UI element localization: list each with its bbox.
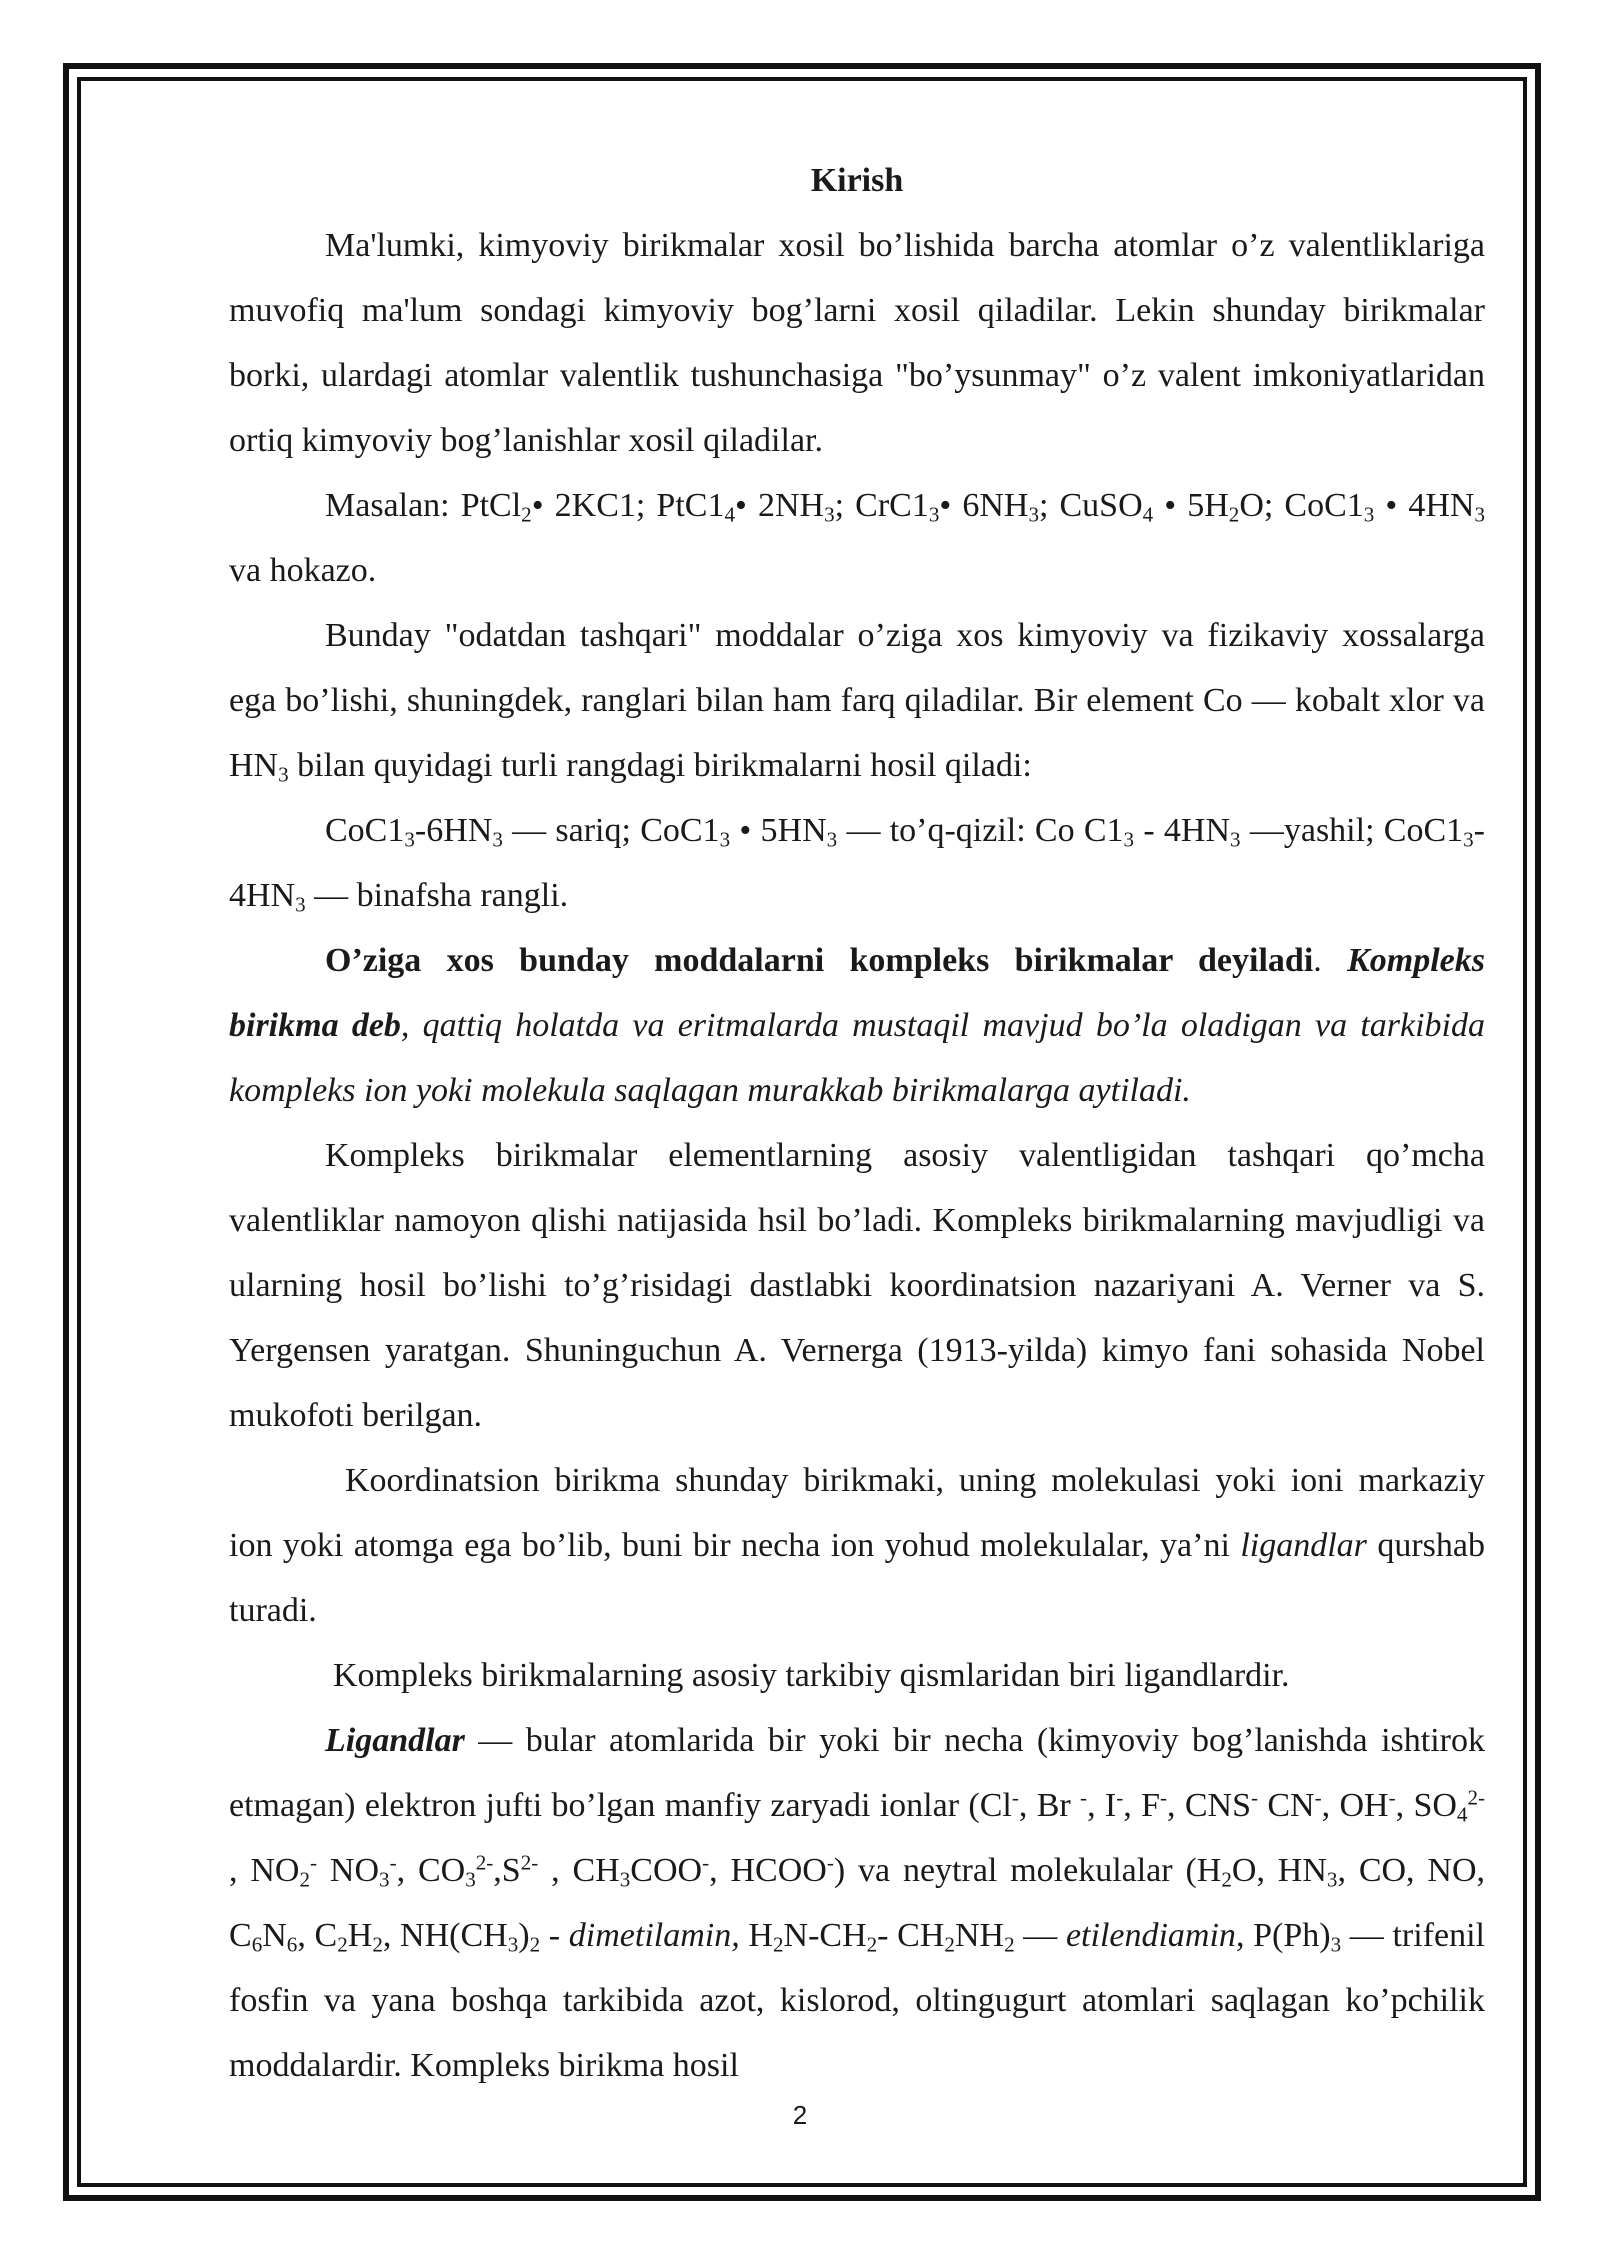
subscript: 3 (465, 1867, 476, 1892)
subscript: 3 (928, 502, 940, 527)
bold-italic-text: Ligandlar (325, 1722, 465, 1759)
document-body (229, 148, 1485, 2098)
subscript: 3 (507, 1932, 519, 1957)
subscript: 4 (1456, 1802, 1468, 1827)
text-run: Bunday "odatdan tashqari" moddalar o’ziga xos kimyoviy va fizikaviy xossalarga ega bo’lishi, shuningdek, ranglari bilan ham farq qiladilar. Bir element Co — kobalt xlor va HN (229, 617, 1485, 784)
subscript: 3 (1326, 1867, 1338, 1892)
subscript: 3 (1123, 827, 1135, 852)
text-run: , OH (1321, 1787, 1389, 1824)
text-run: — bular atomlarida bir yoki bir necha (kimyoviy bog’lanishda ishtirok etmagan) elektron jufti bo’lgan manfiy zaryadi ionlar (Cl (229, 1722, 1485, 1824)
paragraph-cobalt-colors (229, 798, 1485, 928)
subscript: 3 (492, 827, 503, 852)
italic-text: , qattiq holatda va eritmalarda mustaqil mavjud bo’la oladigan va tarkibida kompleks ion yoki molekula saqlagan murakkab birikmalarga aytiladi. (229, 1007, 1485, 1109)
text-run: , HCOO (709, 1852, 827, 1889)
paragraph-definition (229, 928, 1485, 1123)
superscript: - (1160, 1785, 1168, 1810)
superscript: - (1011, 1785, 1019, 1810)
subscript: 3 (824, 502, 835, 527)
text-run: ) (518, 1917, 530, 1954)
text-run: Masalan: PtCl (325, 487, 522, 524)
superscript: 2- (1467, 1785, 1486, 1810)
text-run: , F (1123, 1787, 1160, 1824)
bold-italic-text: Kompleks birikma deb (229, 942, 1485, 1044)
text-run: • 5HN (730, 812, 827, 849)
superscript: - (1314, 1785, 1322, 1810)
subscript: 3 (1230, 827, 1241, 852)
text-run: — to’q-qizil: Co C1 (837, 812, 1124, 849)
superscript: 2- (475, 1850, 494, 1875)
paragraph-ligands (229, 1708, 1485, 2098)
text-run: , CNS (1167, 1787, 1252, 1824)
paragraph-unusual (229, 603, 1485, 798)
text-run: -6HN (414, 812, 493, 849)
text-run: , CO (396, 1852, 466, 1889)
subscript: 2 (1004, 1932, 1015, 1957)
subscript: 2 (299, 1867, 311, 1892)
text-run: , P(Ph) (1235, 1917, 1331, 1954)
text-run: ; CuSO (1039, 487, 1143, 524)
subscript: 3 (719, 827, 731, 852)
text-run: CN (1258, 1787, 1315, 1824)
text-run: COO (630, 1852, 703, 1889)
text-run: . (1313, 942, 1348, 979)
text-run: - CH (877, 1917, 945, 1954)
italic-text: dimetilamin, (568, 1917, 740, 1954)
text-run: N (262, 1917, 287, 1954)
text-run: • 6NH (939, 487, 1029, 524)
section-title: Kirish (810, 162, 904, 199)
text-run: - (540, 1917, 569, 1954)
italic-text: etilendiamin (1065, 1917, 1236, 1954)
text-run: ; CrC1 (834, 487, 929, 524)
text-run: O; CoC1 (1239, 487, 1364, 524)
paragraph-verner: Kompleks birikmalar elementlarning asosiy valentligidan tashqari qo’mcha valentliklar namoyon qlishi natijasida hsil bo’ladi. Kompleks birikmalarning mavjudligi va ularning hosil bo’lishi to’g’risidagi dastlabki koordinatsion nazariyani A. Verner va S. Yergensen yaratgan. Shuninguchun A. Vernerga (1913-yilda) kimyo fani sohasida Nobel mukofoti berilgan. (229, 1137, 1485, 1434)
text-run: ) va neytral molekulalar (H (833, 1852, 1222, 1889)
italic-text: ligandlar (1240, 1527, 1367, 1564)
subscript: 3 (1463, 827, 1474, 852)
subscript: 6 (251, 1932, 263, 1957)
subscript: 3 (295, 892, 306, 917)
text-run: , SO (1395, 1787, 1457, 1824)
text-run: , CO, NO, C (229, 1852, 1486, 1954)
text-run: —yashil; CoC1 (1240, 812, 1464, 849)
subscript: 4 (1142, 502, 1154, 527)
subscript: 2 (1221, 1867, 1232, 1892)
superscript: - (1116, 1785, 1124, 1810)
text-run: va hokazo. (229, 552, 377, 589)
subscript: 6 (286, 1932, 298, 1957)
superscript: - (1251, 1785, 1259, 1810)
text-run: , C (297, 1917, 338, 1954)
subscript: 2 (521, 502, 532, 527)
subscript: 3 (826, 827, 838, 852)
subscript: 3 (379, 1867, 390, 1892)
subscript: 2 (337, 1932, 348, 1957)
text-run: • 2NH (735, 487, 825, 524)
superscript: - (702, 1850, 710, 1875)
subscript: 2 (1228, 502, 1240, 527)
page-number: 2 (792, 2100, 808, 2130)
text-run: bilan quyidagi turli rangdagi birikmalarni hosil qiladi: (288, 747, 1032, 784)
bold-text: O’ziga xos bunday moddalarni kompleks birikmalar deyiladi (325, 942, 1314, 979)
subscript: 2 (372, 1932, 383, 1957)
text-run: qurshab turadi. (229, 1527, 1485, 1629)
paragraph-coordination (229, 1448, 1485, 1643)
subscript: 2 (944, 1932, 955, 1957)
text-run: , I (1087, 1787, 1117, 1824)
superscript: - (310, 1850, 318, 1875)
paragraph-examples (229, 473, 1485, 603)
text-run: N-CH (783, 1917, 867, 1954)
text-run: , CH (538, 1852, 620, 1889)
text-run: — trifenil fosfin va yana boshqa tarkibida azot, kislorod, oltingugurt atomlari saqlagan ko’pchilik moddalardir. Kompleks birikma hosil (229, 1917, 1485, 2084)
superscript: - (1080, 1785, 1088, 1810)
paragraph-intro: Ma'lumki, kimyoviy birikmalar xosil bo’lishida barcha atomlar o’z valentliklariga muvofiq ma'lum sondagi kimyoviy bog’larni xosil qiladilar. Lekin shunday birikmalar borki, ulardagi atomlar valentlik tushunchasiga "bo’ysunmay" o’z valent imkoniyatlaridan ortiq kimyoviy bog’lanishlar xosil qiladilar. (229, 227, 1485, 459)
text-run: O, HN (1231, 1852, 1327, 1889)
text-run: • 5H (1153, 487, 1229, 524)
text-run: ,S (493, 1852, 521, 1889)
subscript: 4 (724, 502, 736, 527)
subscript: 3 (1330, 1932, 1342, 1957)
subscript: 3 (1028, 502, 1039, 527)
text-run: • 2KC1; PtC1 (531, 487, 725, 524)
subscript: 3 (1474, 502, 1485, 527)
text-run: NH (954, 1917, 1005, 1954)
subscript: 2 (529, 1932, 541, 1957)
paragraph-ligands-intro: Kompleks birikmalarning asosiy tarkibiy qismlaridan biri ligandlardir. (333, 1657, 1290, 1694)
text-run: - 4HN (1134, 812, 1231, 849)
text-run: , NH(CH (382, 1917, 508, 1954)
superscript: 2- (520, 1850, 539, 1875)
text-run: — (1014, 1917, 1066, 1954)
subscript: 2 (866, 1932, 878, 1957)
text-run: • 4HN (1374, 487, 1475, 524)
text-run: , NO (229, 1852, 300, 1889)
text-run: — binafsha rangli. (305, 877, 569, 914)
superscript: - (1388, 1785, 1396, 1810)
text-run: H (739, 1917, 773, 1954)
subscript: 3 (619, 1867, 631, 1892)
text-run: — sariq; CoC1 (502, 812, 720, 849)
subscript: 3 (404, 827, 415, 852)
text-run: CoC1 (325, 812, 405, 849)
superscript: - (389, 1850, 397, 1875)
subscript: 3 (278, 762, 289, 787)
text-run: Koordinatsion birikma shunday birikmaki, uning molekulasi yoki ioni markaziy ion yoki atomga ega bo’lib, buni bir necha ion yohud molekulalar, ya’ni (229, 1462, 1485, 1564)
text-run: -4HN (229, 812, 1485, 914)
text-run: , Br (1018, 1787, 1081, 1824)
text-run: H (347, 1917, 373, 1954)
subscript: 2 (772, 1932, 784, 1957)
text-run: NO (317, 1852, 380, 1889)
subscript: 3 (1363, 502, 1375, 527)
superscript: - (826, 1850, 834, 1875)
